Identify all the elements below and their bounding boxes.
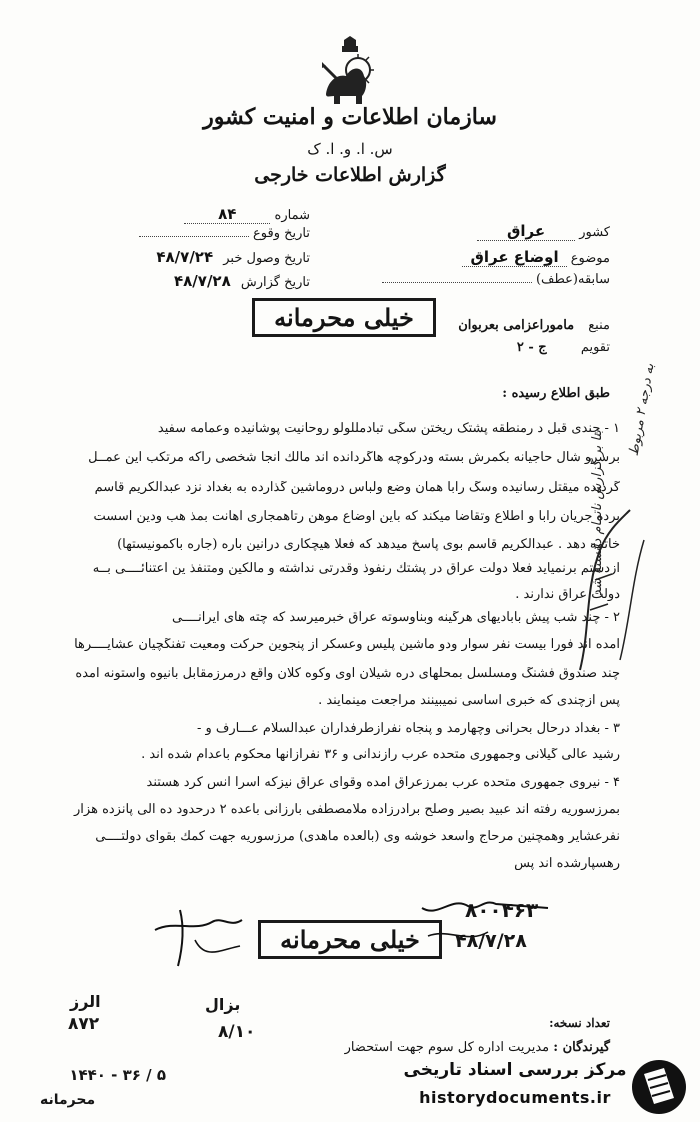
recipients-label: گیرندگان : [553,1040,610,1055]
number-row [150,205,310,223]
body-line: پس ازچندی که خبری اساسی نمیبینند مراجعت مینمایند . [318,694,620,707]
signature-icon [150,900,260,970]
country-value: عراق [477,222,575,241]
lion-sun-emblem-icon [318,36,382,108]
handwritten-scribble: الرز [70,992,101,1011]
recipients-value: مدیریت اداره کل سوم جهت استحضار [344,1040,550,1055]
body-line: خاتمه دهد . عبدالکریم قاسم بوی پاسخ میدهد که فعلا هیچکاری درانین باره (جاره باکمونیستها) [117,538,620,551]
body-line: گردیده میقتل رسانیده وسگ رابا همان وضع ولباس دروماشین گذارده به بغداد نزد عبدالکریم قاسم [94,481,620,494]
signature-scribble-icon [418,888,558,948]
handwritten-number: ۸۰۰۴۶۳ [465,898,539,922]
number-label: شماره [274,208,310,223]
body-line: دولت عراق ندارند . [515,588,620,601]
handwritten-center-date: ۸/۱۰ [218,1022,256,1042]
archive-logo-name: مرکز بررسی اسناد تاریخی [403,1060,627,1080]
body-line: نفرعشایر وهمچنین مرحاج واسعد خوشه وی (بالعده ماهدی) مرزسوریه جهت کمك بقوای دولتــــی [95,830,620,843]
recipients-row [300,1040,610,1055]
handwritten-ref-number: ۸۷۲ [68,1014,100,1034]
subject-row [380,248,610,266]
body-line: چند صندوق فشنگ ومسلسل بمحلهای دره شیلان آوی وکوه کلان واقع درمرزمقابل بانیوه وآستونه آمده [75,667,620,680]
receive-date-value: ۴۸/۷/۲۴ [156,248,214,266]
margin-note-2: به درجه ۲ مربوط [626,362,658,458]
evaluation-value: ج - ۲ [516,340,547,355]
report-date-value: ۴۸/۷/۲۸ [174,272,231,290]
margin-handwriting-icon [560,500,680,680]
number-value: ۸۴ [184,205,270,224]
country-row [380,222,610,240]
receive-date-label: تاریخ وصول خبر [223,251,310,266]
archive-logo-url: historydocuments.ir [419,1088,611,1107]
file-number: ۱۴۴۰ - ۳۶ / ۵ [69,1066,166,1084]
handwritten-date: ۴۸/۷/۲۸ [455,930,527,952]
body-line: ۲ - چند شب پیش بآبادیهای هرگینه وبناوسوته عراق خبرمیرسد که چته های ایرانــــی [172,611,620,624]
classification-stamp-bottom: خیلی محرمانه [258,920,442,959]
event-date-row [130,226,310,241]
classification-stamp-top: خیلی محرمانه [252,298,436,337]
body-line: رشید عالی گیلانی وجمهوری متحده عرب رازندانی و ۳۶ نفرازآنها محکوم باعدام شده اند . [141,748,620,761]
evaluation-label: تقویم [580,340,610,355]
reference-code: س. ا. و. ا. ک [307,140,393,158]
margin-note-1: بنا بر گزارش ناتمام دانسته شد [590,430,605,597]
body-line: برسرو شال حاجیانه بکمرش بسته ودرکوچه هاگردانده اند مالك آنجا شخصی راکه مرتکب این عمــل [88,451,620,464]
handwritten-note: بزال [205,995,241,1014]
body-line: ازدستم برنمیآید فعلا دولت عراق در پشتك رنفوذ وقدرتی نداشته و مالکین ومتنفذ ین اعتنائــــی بــه [92,562,620,575]
body-line: آمده اند فوراً بیست نفر سوار ودو ماشین پلیس وعسکر از پنجوین حرکت ومعیت تفنگچیان عشایــــرها [74,638,620,651]
report-date-row [120,272,310,290]
precedent-row [380,272,610,287]
body-line: رهسپارشده اند پس [514,857,620,870]
body-line: بمرزسوریه رفته اند عبید بصیر وصلح برادرزاده ملامصطفی بارزانی باعده ۲ درحدود ده الی پانزده هزار [74,803,620,816]
body-line: ۳ - بغداد درحال بحرانی وچهارمد و پنجاه نفرازطرفداران عبدالسلام عـــارف و - [196,722,620,735]
archive-logo-icon [628,1058,690,1116]
source-label: منبع [588,318,610,333]
corner-scribble: محرمانه [40,1092,96,1108]
receive-date-row [120,248,310,266]
source-value: ماموراعزامی بعربوان [458,318,575,333]
subject-label: موضوع [570,251,610,266]
subject-value: اوضاع عراق [462,248,566,267]
evaluation-row [420,340,610,355]
report-date-label: تاریخ گزارش [240,275,310,290]
body-line: ۱ - چندی قبل د رمنطقه پشتک ریختن سگی تبادمللولو روحانیت پوشانیده وعمامه سفید [157,422,620,435]
organization-title: سازمان اطلاعات و امنیت کشور [203,104,497,130]
report-type-title: گزارش اطلاعات خارجی [254,164,446,186]
body-line: برده جریان رابا و اطلاع وتقاضا میکند که باین اوضاع موهن رتاهمجاری اهانت بمذ هب ودین اسست [93,510,620,523]
copies-label: تعداد نسخه: [549,1016,610,1030]
body-line: ۴ - نیروی جمهوری متحده عرب بمرزعراق آمده وقوای عراق نیزکه اسراً انس کرد هستند [146,776,620,789]
country-label: کشور [579,225,610,240]
event-date-label: تاریخ وقوع [253,226,310,241]
intro-line: طبق اطلاع رسیده : [502,386,610,401]
precedent-label: سابقه(عطف) [535,272,610,287]
